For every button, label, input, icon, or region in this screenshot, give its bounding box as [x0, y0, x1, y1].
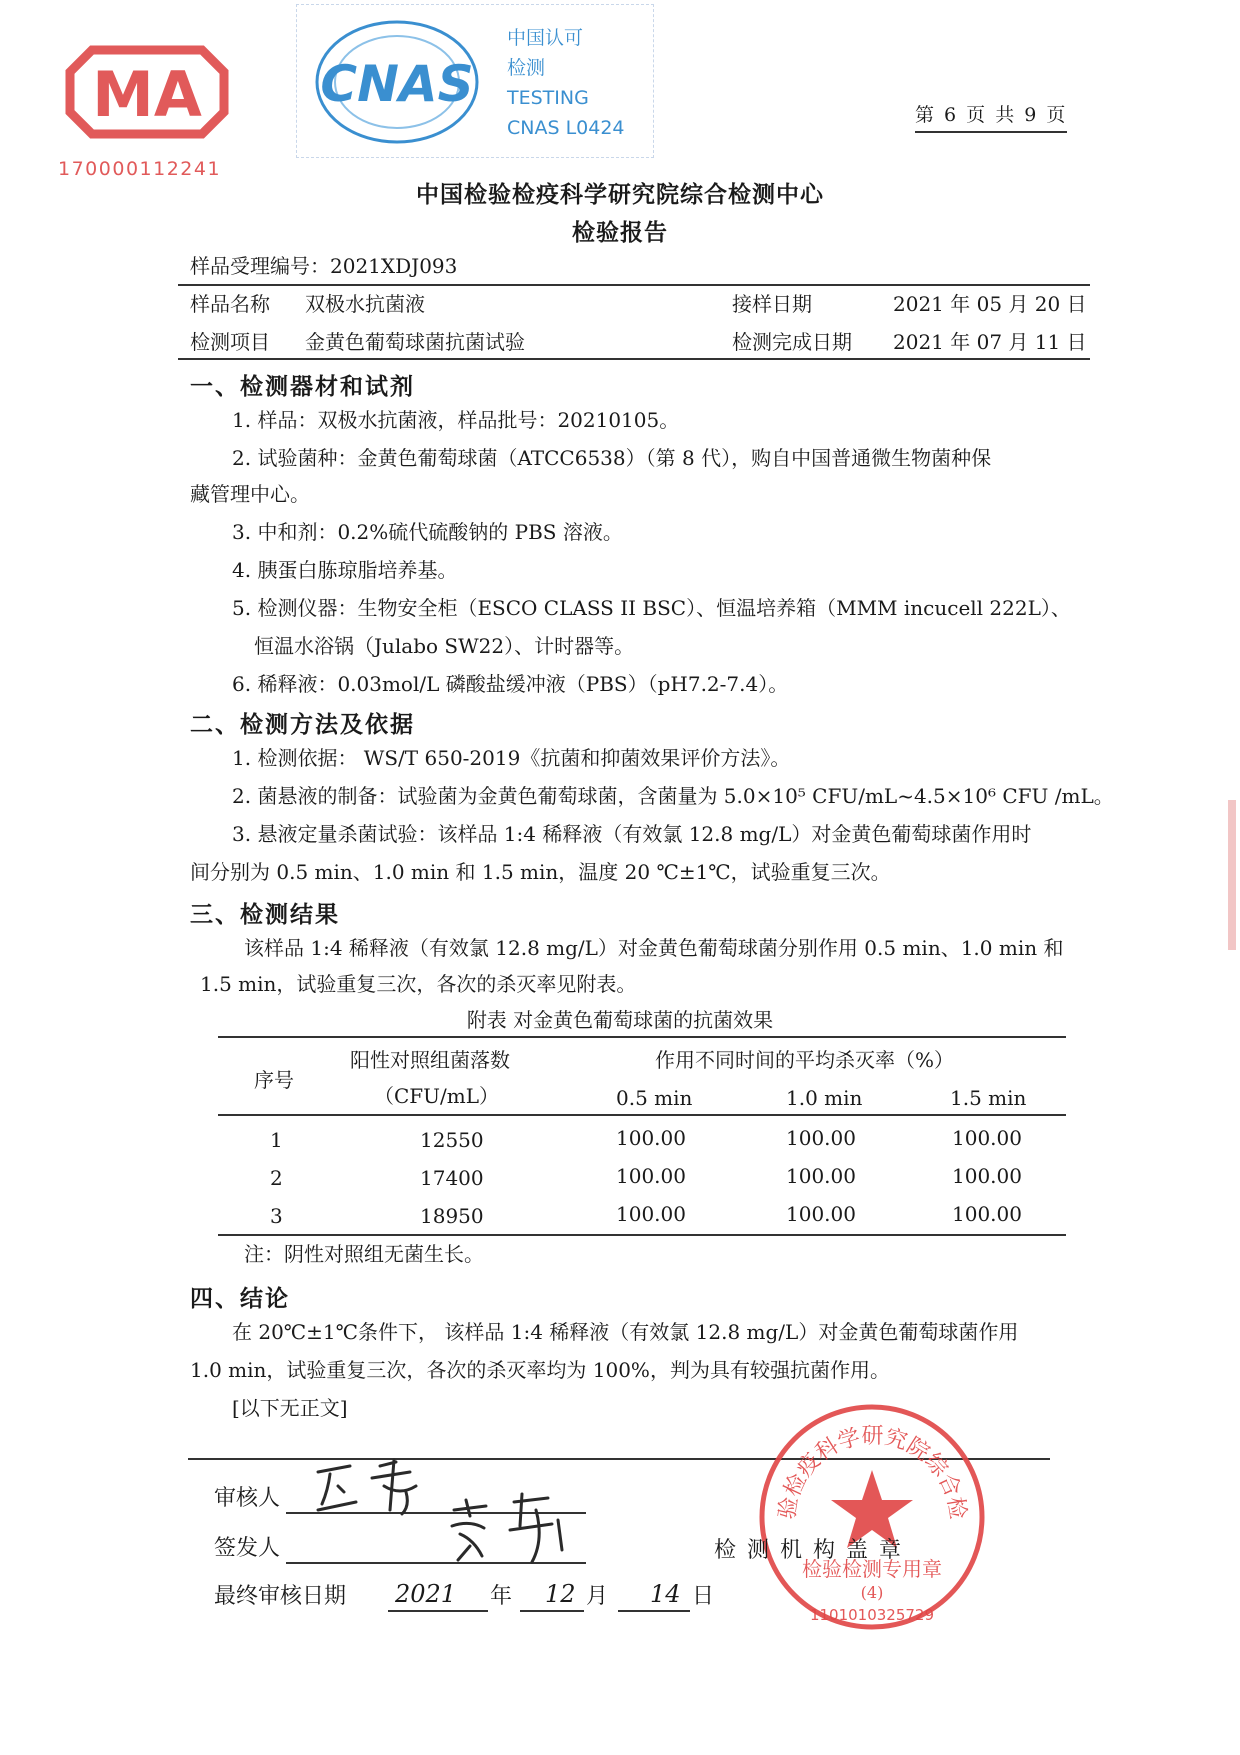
test-item-value: 金黄色葡萄球菌抗菌试验 [305, 330, 525, 354]
ma-logo [62, 42, 232, 142]
s1-item-4: 4. 胰蛋白胨琼脂培养基。 [232, 558, 458, 582]
sample-no-row [190, 256, 457, 276]
final-date-year: 2021 [395, 1580, 457, 1608]
cnas-logo-text: CNAS [320, 55, 474, 113]
table-cell-count: 18950 [420, 1204, 484, 1228]
table-cell-count: 17400 [420, 1166, 484, 1190]
table-cell-count: 12550 [420, 1128, 484, 1152]
year-line [388, 1610, 488, 1612]
th-count: 阳性对照组菌落数 [350, 1048, 510, 1072]
table-cell-rate: 100.00 [616, 1126, 686, 1150]
month-unit: 月 [586, 1584, 609, 1609]
done-date-value: 2021 年 07 月 11 日 [893, 330, 1087, 354]
sample-no-label: 样品受理编号： [190, 254, 330, 278]
th-time-2: 1.0 min [786, 1086, 863, 1110]
receive-date-value: 2021 年 05 月 20 日 [893, 292, 1087, 316]
issuer-signature [440, 1490, 580, 1570]
final-date-label: 最终审核日期 [214, 1584, 347, 1609]
table-cell-seq: 2 [270, 1166, 283, 1190]
s1-item-1: 1. 样品：双极水抗菌液，样品批号：20210105。 [232, 408, 680, 432]
sample-no-value: 2021XDJ093 [330, 254, 458, 278]
table-cell-rate: 100.00 [616, 1164, 686, 1188]
s3-text-1: 该样品 1:4 稀释液（有效氯 12.8 mg/L）对金黄色葡萄球菌分别作用 0.5 min、1.0 min 和 [244, 936, 1064, 960]
stamp-sub-text: (4) [860, 1583, 884, 1602]
official-stamp [755, 1400, 990, 1635]
test-item-label: 检测项目 [190, 330, 270, 354]
year-unit: 年 [490, 1584, 513, 1609]
stamp-inner-text: 检验检测专用章 [802, 1557, 942, 1581]
cnas-line-2: 检测 [507, 57, 546, 79]
seal-label: 检 测 机 构 盖 章 [714, 1538, 903, 1563]
final-date-month: 12 [545, 1580, 576, 1608]
page-indicator: 第 6 页 共 9 页 [915, 100, 1067, 133]
th-seq: 序号 [254, 1068, 294, 1092]
th-count-unit: （CFU/mL） [374, 1084, 500, 1108]
table-bottom-rule [218, 1234, 1066, 1236]
cnas-line-1: 中国认可 [507, 27, 584, 49]
section-3-title: 三、检测结果 [190, 901, 340, 928]
ma-cert-number: 170000112241 [58, 158, 222, 180]
receive-date-label: 接样日期 [732, 292, 812, 316]
divider [178, 358, 1090, 360]
issuer-label: 签发人 [214, 1536, 281, 1561]
sample-name-value: 双极水抗菌液 [305, 292, 425, 316]
reviewer-signature [310, 1452, 440, 1522]
sample-name-label: 样品名称 [190, 292, 270, 316]
table-cell-rate: 100.00 [616, 1202, 686, 1226]
th-rate: 作用不同时间的平均杀灭率（%） [655, 1048, 955, 1072]
section-2-title: 二、检测方法及依据 [190, 711, 415, 738]
cnas-line-3: TESTING [507, 87, 589, 109]
table-top-rule [218, 1036, 1066, 1038]
report-title: 中国检验检疫科学研究院综合检测中心 [416, 181, 824, 208]
table-cell-rate: 100.00 [786, 1126, 856, 1150]
ma-logo-text: MA [92, 58, 202, 131]
cnas-logo [296, 4, 654, 158]
s3-text-2: 1.5 min，试验重复三次，各次的杀灭率见附表。 [200, 972, 637, 996]
done-date-label: 检测完成日期 [732, 330, 852, 354]
s1-item-5-cont: 恒温水浴锅（Julabo SW22）、计时器等。 [254, 634, 635, 658]
table-header-rule [218, 1114, 1066, 1116]
th-time-1: 0.5 min [616, 1086, 693, 1110]
divider [178, 284, 1090, 286]
th-time-3: 1.5 min [950, 1086, 1027, 1110]
table-cell-rate: 100.00 [952, 1164, 1022, 1188]
s4-text-2: 1.0 min，试验重复三次，各次的杀灭率均为 100%，判为具有较强抗菌作用。 [190, 1358, 890, 1382]
s2-item-3: 3. 悬液定量杀菌试验：该样品 1:4 稀释液（有效氯 12.8 mg/L）对金黄色葡萄球菌作用时 [232, 822, 1032, 846]
stamp-number: 1101010325729 [809, 1606, 935, 1624]
s2-item-2: 2. 菌悬液的制备：试验菌为金黄色葡萄球菌，含菌量为 5.0×10⁵ CFU/mL~4.5×10⁶ CFU /mL。 [232, 784, 1114, 808]
s1-item-3: 3. 中和剂：0.2%硫代硫酸钠的 PBS 溶液。 [232, 520, 623, 544]
section-4-title: 四、结论 [190, 1285, 290, 1312]
s1-item-2-cont: 藏管理中心。 [190, 482, 310, 506]
cnas-line-4: CNAS L0424 [507, 117, 625, 139]
stamp-ring-text: 验检疫科学研究院综合检 [774, 1424, 971, 1521]
s1-item-2: 2. 试验菌种：金黄色葡萄球菌（ATCC6538）（第 8 代），购自中国普通微生物菌种保 [232, 446, 992, 470]
s4-text-1: 在 20℃±1℃条件下， 该样品 1:4 稀释液（有效氯 12.8 mg/L）对金黄色葡萄球菌作用 [232, 1320, 1019, 1344]
table-caption: 附表 对金黄色葡萄球菌的抗菌效果 [466, 1008, 774, 1032]
day-unit: 日 [692, 1584, 715, 1609]
table-cell-rate: 100.00 [952, 1126, 1022, 1150]
edge-stamp-mark [1228, 800, 1236, 950]
s1-item-6: 6. 稀释液：0.03mol/L 磷酸盐缓冲液（PBS）（pH7.2-7.4）。 [232, 672, 789, 696]
month-line [520, 1610, 584, 1612]
s2-item-3-cont: 间分别为 0.5 min、1.0 min 和 1.5 min，温度 20 ℃±1℃，试验重复三次。 [190, 860, 891, 884]
s2-item-1: 1. 检测依据： WS/T 650-2019《抗菌和抑菌效果评价方法》。 [232, 746, 791, 770]
section-1-title: 一、检测器材和试剂 [190, 373, 415, 400]
report-subtitle: 检验报告 [572, 219, 668, 246]
day-line [618, 1610, 690, 1612]
s4-end-note: [以下无正文] [232, 1396, 348, 1420]
table-cell-seq: 1 [270, 1128, 283, 1152]
reviewer-label: 审核人 [214, 1486, 281, 1511]
table-cell-seq: 3 [270, 1204, 283, 1228]
table-cell-rate: 100.00 [952, 1202, 1022, 1226]
s1-item-5: 5. 检测仪器：生物安全柜（ESCO CLASS II BSC）、恒温培养箱（MMM incucell 222L）、 [232, 596, 1071, 620]
table-cell-rate: 100.00 [786, 1164, 856, 1188]
table-cell-rate: 100.00 [786, 1202, 856, 1226]
final-date-day: 14 [650, 1580, 681, 1608]
table-note: 注：阴性对照组无菌生长。 [244, 1242, 484, 1266]
